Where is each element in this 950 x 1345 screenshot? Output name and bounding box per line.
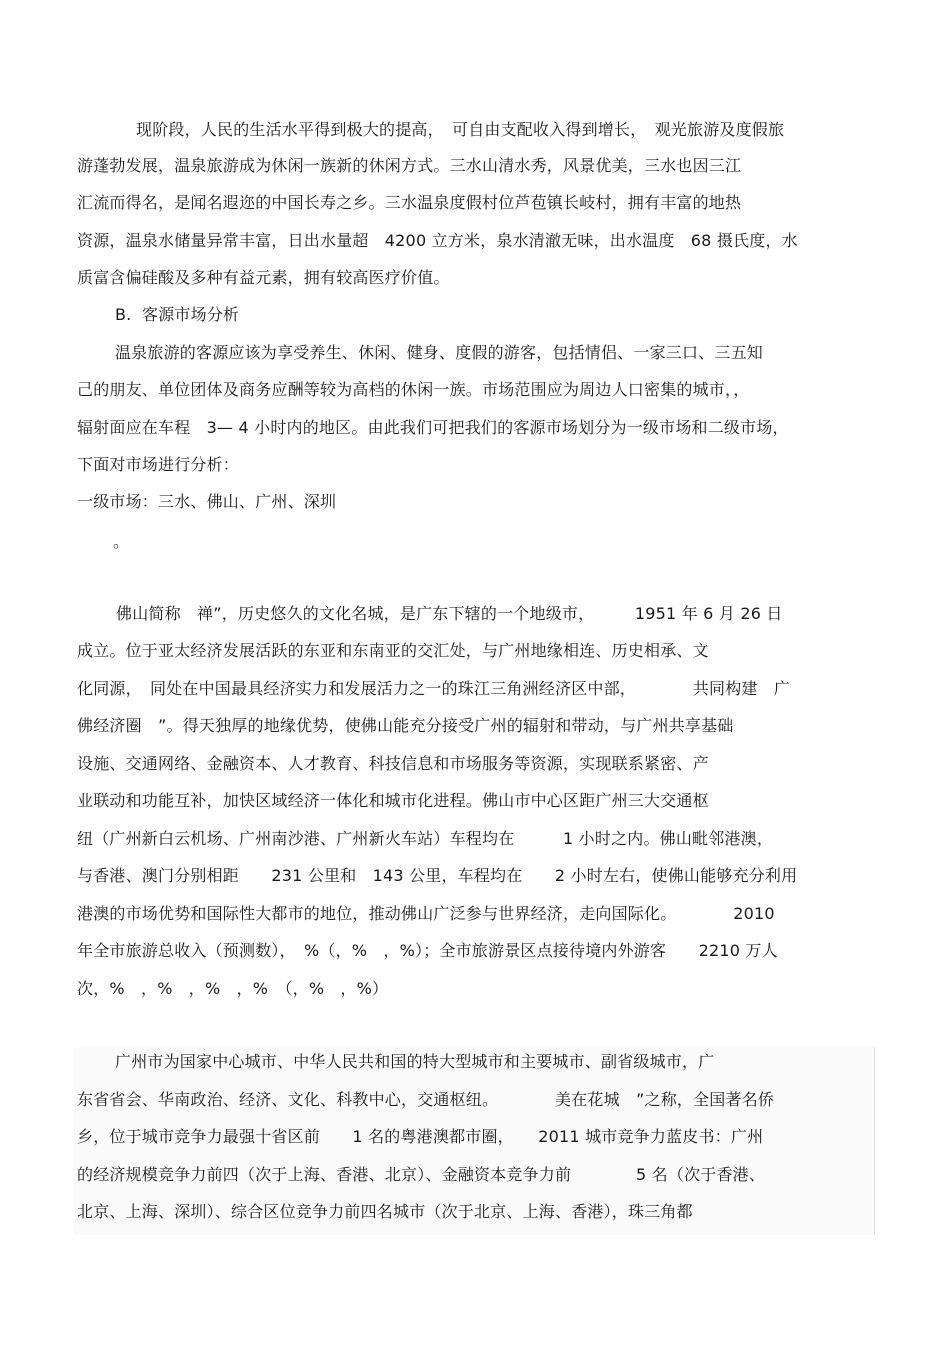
market-line-3: 辐射面应在车程 3— 4 小时内的地区。由此我们可把我们的客源市场划分为一级市场和二级市场， <box>77 418 789 437</box>
section-heading: B. 客源市场分析 <box>115 305 240 324</box>
foshan-line-6: 业联动和功能互补，加快区域经济一体化和城市化进程。佛山市中心区距广州三大交通枢 <box>77 791 709 810</box>
guangzhou-line-1: 广州市为国家中心城市、中华人民共和国的特大型城市和主要城市、副省级城市，广 <box>115 1052 715 1071</box>
foshan-line-1: 佛山简称 禅”，历史悠久的文化名城，是广东下辖的一个地级市， 1951 年 6 月 26 日 <box>116 604 783 623</box>
intro-line-4: 资源，温泉水储量异常丰富，日出水量超 4200 立方米，泉水清澈无味，出水温度 68 摄氏度，水 <box>77 231 798 250</box>
foshan-line-5: 设施、交通网络、金融资本、人才教育、科技信息和市场服务等资源，实现联系紧密、产 <box>77 754 709 773</box>
foshan-line-3: 化同源， 同处在中国最具经济实力和发展活力之一的珠江三角洲经济区中部， 共同构建 广 <box>77 679 791 698</box>
foshan-line-4: 佛经济圈 ”。得天独厚的地缘优势，使佛山能充分接受广州的辐射和带动，与广州共享基础 <box>77 716 734 735</box>
foshan-line-7: 纽（广州新白云机场、广州南沙港、广州新火车站）车程均在 1 小时之内。佛山毗邻港澳， <box>77 829 774 848</box>
intro-line-2: 游蓬勃发展，温泉旅游成为休闲一族新的休闲方式。三水山清水秀，风景优美，三水也因三江 <box>77 156 742 175</box>
intro-line-1: 现阶段，人民的生活水平得到极大的提高， 可自由支配收入得到增长， 观光旅游及度假旅 <box>136 120 785 139</box>
stray-mark: 。 <box>113 532 130 551</box>
market-line-4: 下面对市场进行分析： <box>77 455 240 474</box>
foshan-line-10: 年全市旅游总收入（预测数）， %（，% ，%）；全市旅游景区点接待境内外游客 2210 万人 <box>77 941 778 960</box>
foshan-line-9: 港澳的市场优势和国际性大都市的地位，推动佛山广泛参与世界经济，走向国际化。 2010 <box>77 904 775 923</box>
market-line-2: 己的朋友、单位团体及商务应酬等较为高档的休闲一族。市场范围应为周边人口密集的城市，， <box>77 380 750 399</box>
primary-market-line: 一级市场：三水、佛山、广州、深圳 <box>77 492 337 511</box>
guangzhou-line-2: 东省省会、华南政治、经济、文化、科教中心，交通枢纽。 美在花城 ”之称，全国著名侨 <box>77 1090 775 1109</box>
guangzhou-line-3: 乡，位于城市竞争力最强十省区前 1 名的粤港澳都市圈， 2011 城市竞争力蓝皮书：广州 <box>77 1127 764 1146</box>
foshan-line-2: 成立。位于亚太经济发展活跃的东亚和东南亚的交汇处，与广州地缘相连、历史相承、文 <box>77 641 709 660</box>
foshan-line-11: 次，% ，% ，% ，% （，% ，%） <box>77 979 389 998</box>
guangzhou-line-4: 的经济规模竞争力前四（次于上海、香港、北京）、金融资本竞争力前 5 名（次于香港、 <box>77 1165 766 1184</box>
foshan-line-8: 与香港、澳门分别相距 231 公里和 143 公里，车程均在 2 小时左右，使佛山能够充分利用 <box>77 866 798 885</box>
market-line-1: 温泉旅游的客源应该为享受养生、休闲、健身、度假的游客，包括情侣、一家三口、三五知 <box>115 343 764 362</box>
guangzhou-line-5: 北京、上海、深圳）、综合区位竞争力前四名城市（次于北京、上海、香港），珠三角都 <box>77 1202 693 1221</box>
intro-line-5: 质富含偏硅酸及多种有益元素，拥有较高医疗价值。 <box>77 268 450 287</box>
intro-line-3: 汇流而得名，是闻名遐迩的中国长寿之乡。三水温泉度假村位芦苞镇长岐村，拥有丰富的地热 <box>77 193 742 212</box>
